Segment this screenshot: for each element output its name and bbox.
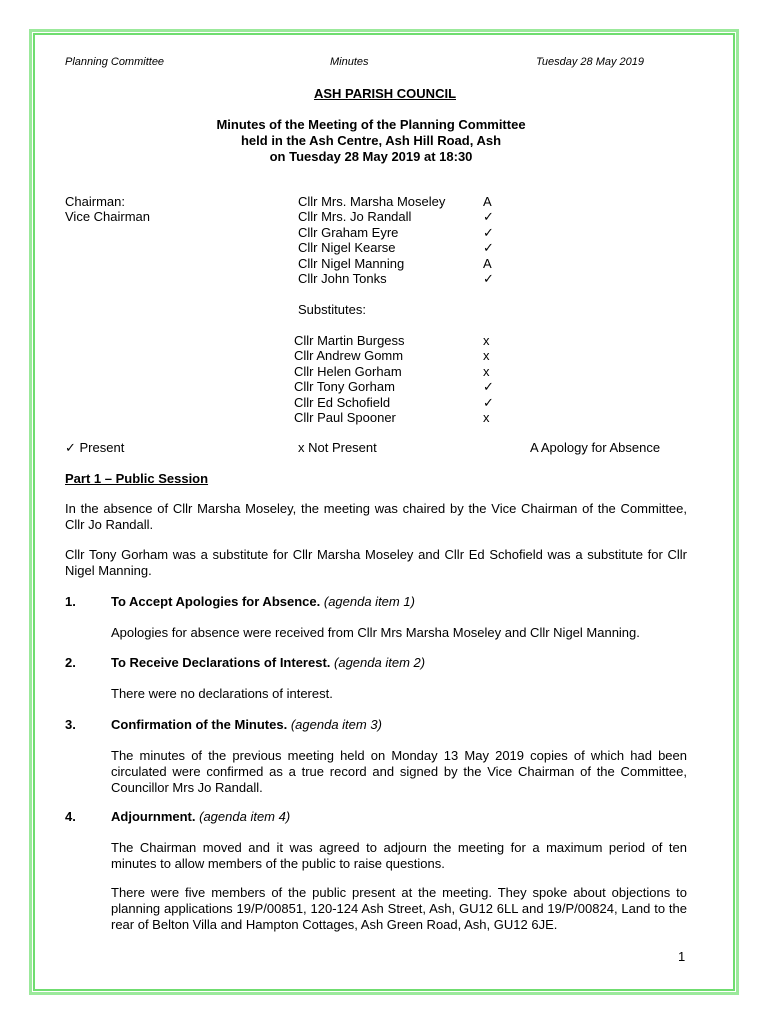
substitute-name: Cllr Martin Burgess bbox=[294, 333, 405, 348]
substitute-name: Cllr Tony Gorham bbox=[294, 379, 395, 394]
agenda-ref: (agenda item 1) bbox=[323, 594, 415, 609]
header-doc-type: Minutes bbox=[330, 56, 369, 68]
member-name: Cllr Graham Eyre bbox=[298, 225, 399, 240]
item-number: 2. bbox=[65, 655, 76, 670]
part1-heading: Part 1 – Public Session bbox=[65, 471, 209, 486]
substitute-name: Cllr Helen Gorham bbox=[294, 364, 402, 379]
header-date: Tuesday 28 May 2019 bbox=[536, 56, 645, 68]
substitute-status: x bbox=[483, 348, 490, 363]
item-paragraph: There were five members of the public present at the meeting. They spoke about objections to planning applications 19/P/00851, 120-124 Ash Street, Ash, GU12 6LL and 19/P/00824, Land to the rear of Belton Villa and Hampton Cottages, Ash Green Road, Ash, GU12 6JE. bbox=[111, 885, 687, 932]
item-heading-line bbox=[111, 717, 382, 732]
item-paragraph: The minutes of the previous meeting held on Monday 13 May 2019 copies of which had been circulated were confirmed as a true record and signed by the Vice Chairman of the Committee, Councillor Mrs Jo Randall. bbox=[111, 748, 687, 795]
substitute-name: Cllr Paul Spooner bbox=[294, 410, 396, 425]
role-vice-chairman: Vice Chairman bbox=[65, 209, 151, 224]
substitute-status: x bbox=[483, 364, 490, 379]
member-status: A bbox=[483, 256, 492, 271]
substitutes-label: Substitutes: bbox=[298, 302, 366, 317]
intro-paragraph: In the absence of Cllr Marsha Moseley, the meeting was chaired by the Vice Chairman of the Committee, Cllr Jo Randall. bbox=[65, 501, 687, 532]
item-heading: To Accept Apologies for Absence. bbox=[111, 594, 321, 609]
item-paragraph: Apologies for absence were received from Cllr Mrs Marsha Moseley and Cllr Nigel Manning. bbox=[111, 625, 640, 640]
legend-apology: A Apology for Absence bbox=[530, 440, 661, 455]
item-number: 3. bbox=[65, 717, 76, 732]
member-name: Cllr Mrs. Marsha Moseley bbox=[298, 194, 446, 209]
legend-present: ✓ Present bbox=[65, 440, 125, 455]
substitute-status: x bbox=[483, 410, 490, 425]
item-heading-line bbox=[111, 594, 415, 609]
role-chairman: Chairman: bbox=[65, 194, 125, 209]
item-number: 1. bbox=[65, 594, 76, 609]
substitute-name: Cllr Ed Schofield bbox=[294, 395, 391, 410]
intro-paragraph: Cllr Tony Gorham was a substitute for Cllr Marsha Moseley and Cllr Ed Schofield was a substitute for Cllr Nigel Manning. bbox=[65, 547, 687, 578]
item-paragraph: There were no declarations of interest. bbox=[111, 686, 333, 701]
member-status: ✓ bbox=[483, 271, 494, 286]
meeting-title-line-2: held in the Ash Centre, Ash Hill Road, Ash bbox=[240, 133, 502, 148]
meeting-title-line-3: on Tuesday 28 May 2019 at 18:30 bbox=[269, 149, 473, 164]
member-status: ✓ bbox=[483, 209, 494, 224]
member-name: Cllr John Tonks bbox=[298, 271, 387, 286]
item-heading-line bbox=[111, 809, 290, 824]
legend-not-present: x Not Present bbox=[298, 440, 377, 455]
member-name: Cllr Nigel Kearse bbox=[298, 240, 396, 255]
agenda-ref: (agenda item 2) bbox=[334, 655, 426, 670]
member-name: Cllr Nigel Manning bbox=[298, 256, 405, 271]
substitute-status: x bbox=[483, 333, 490, 348]
agenda-ref: (agenda item 3) bbox=[290, 717, 382, 732]
member-status: ✓ bbox=[483, 225, 494, 240]
member-name: Cllr Mrs. Jo Randall bbox=[298, 209, 412, 224]
substitute-status: ✓ bbox=[483, 379, 494, 394]
item-heading-line bbox=[111, 655, 425, 670]
item-heading: To Receive Declarations of Interest. bbox=[111, 655, 331, 670]
member-status: ✓ bbox=[483, 240, 494, 255]
page-number: 1 bbox=[678, 949, 686, 964]
substitute-status: ✓ bbox=[483, 395, 494, 410]
item-heading: Adjournment. bbox=[111, 809, 196, 824]
header-committee: Planning Committee bbox=[65, 56, 165, 68]
item-paragraph: The Chairman moved and it was agreed to adjourn the meeting for a maximum period of ten minutes to allow members of the public to raise questions. bbox=[111, 840, 687, 871]
meeting-title-line-1: Minutes of the Meeting of the Planning Committee bbox=[216, 117, 526, 132]
substitute-name: Cllr Andrew Gomm bbox=[294, 348, 404, 363]
item-number: 4. bbox=[65, 809, 76, 824]
item-heading: Confirmation of the Minutes. bbox=[111, 717, 288, 732]
member-status: A bbox=[483, 194, 492, 209]
council-title: ASH PARISH COUNCIL bbox=[313, 86, 457, 101]
agenda-ref: (agenda item 4) bbox=[199, 809, 291, 824]
